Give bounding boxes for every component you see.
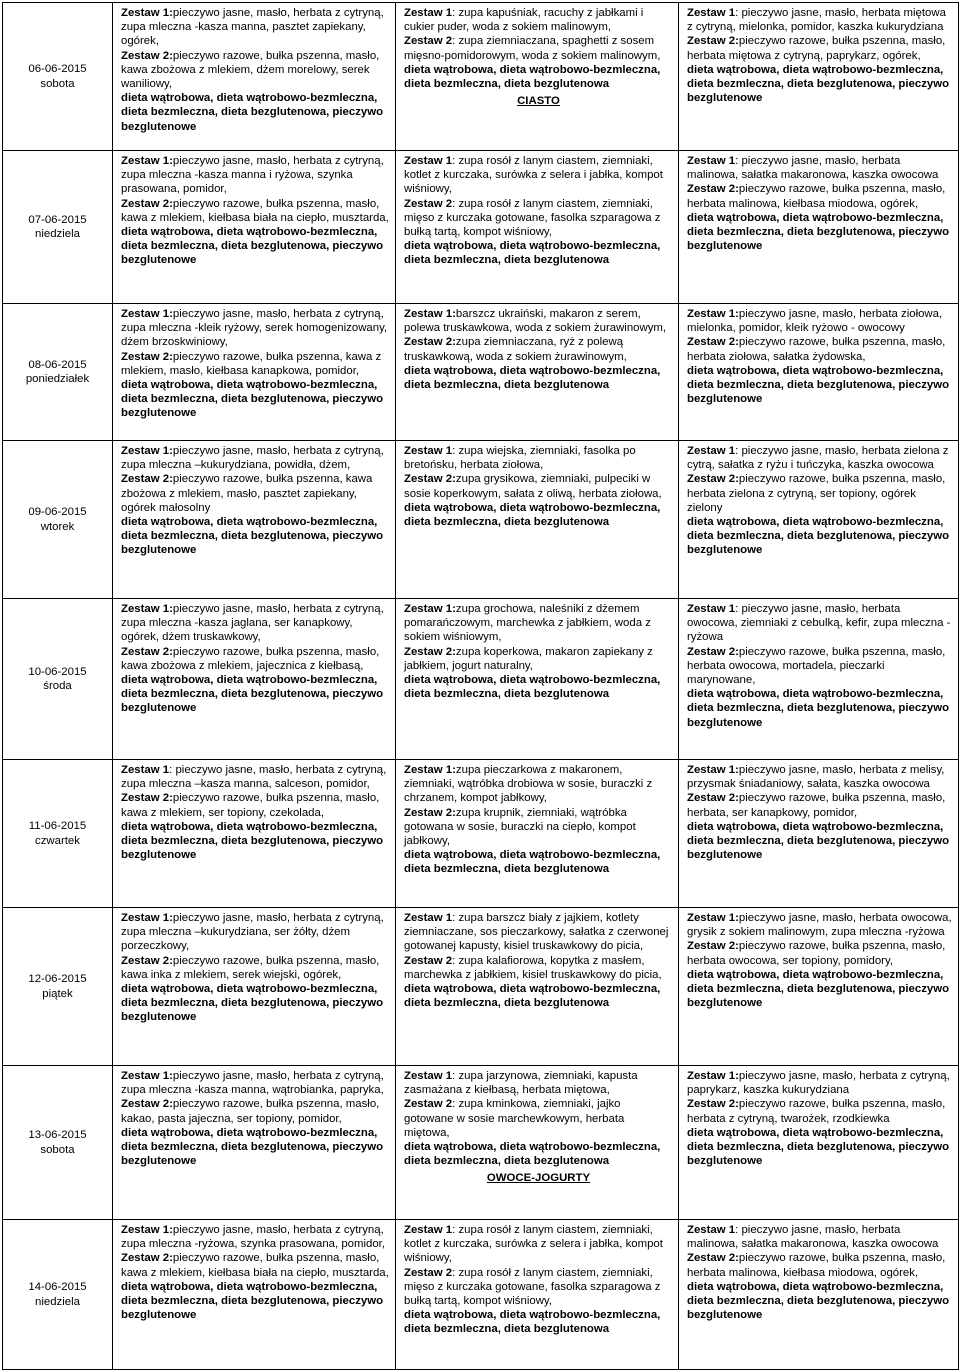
date-text: 08-06-2015 [28,358,87,371]
set2-label: Zestaw 2 [404,197,453,210]
set1-text: pieczywo jasne, masło, herbata z cytryną, zupa mleczna -kasza jaglana, ser kanapkowy, ogórek, dżem truskawkowy, [121,603,384,644]
diet-note: dieta wątrobowa, dieta wątrobowo-bezmleczna, dieta bezmleczna, dieta bezglutenowa, pieczywo bezglutenowe [687,63,950,105]
date-cell [3,760,113,908]
set1-text: : pieczywo jasne, masło, herbata malinowa, sałatka makaronowa, kaszka owocowa [687,155,939,182]
day-row [3,599,959,760]
set2-label: Zestaw 2: [121,1098,173,1111]
set1-label: Zestaw 1: [121,603,173,615]
set2-text: zupa krupnik, ziemniaki, wątróbka gotowana w sosie, buraczki na ciepło, kompot jabłkowy, [404,806,636,848]
set1-text: : zupa wiejska, ziemniaki, fasolka po bretońsku, herbata ziołowa, [404,445,636,472]
set1-text: zupa pieczarkowa z makaronem, ziemniaki, wątróbka drobiowa w sosie, buraczki z chrzanem, kompot jabłkowy, [404,764,653,805]
diet-note: dieta wątrobowa, dieta wątrobowo-bezmleczna, dieta bezmleczna, dieta bezglutenowa, pieczywo bezglutenowe [687,1280,950,1322]
set2-label: Zestaw 2: [404,645,456,658]
set2-label: Zestaw 2: [121,792,173,805]
set2-text: pieczywo razowe, bułka pszenna, kawa z mlekiem, masło, kiełbasa kanapkowa, pomidor, [121,350,382,377]
set2-label: Zestaw 2 [404,35,453,48]
supper-cell [679,1066,959,1220]
set2-text: pieczywo razowe, bułka pszenna, masło, herbata owocowa, ser topiony, pomidory, [687,940,946,967]
breakfast-cell [113,151,396,304]
lunch-cell [396,3,679,151]
diet-note: dieta wątrobowa, dieta wątrobowo-bezmleczna, dieta bezmleczna, dieta bezglutenowa, pieczywo bezglutenowe [121,379,384,420]
set2-text: zupa ziemniaczana, ryż z polewą truskawkową, woda z sokiem żurawinowym, [404,336,627,363]
diet-note: dieta wątrobowa, dieta wątrobowo-bezmleczna, dieta bezmleczna, dieta bezglutenowa, pieczywo bezglutenowe [687,968,950,1010]
set1-text: : pieczywo jasne, masło, herbata owocowa, ziemniaki z cebulką, kefir, zupa mleczna -ryżowa [687,603,951,644]
set2-label: Zestaw 2: [121,1252,173,1265]
set2-label: Zestaw 2: [121,350,173,363]
day-row [3,151,959,304]
date-cell [3,1066,113,1220]
diet-note: dieta wątrobowa, dieta wątrobowo-bezmleczna, dieta bezmleczna, dieta bezglutenowa, pieczywo bezglutenowe [687,211,950,253]
diet-note: dieta wątrobowa, dieta wątrobowo-bezmleczna, dieta bezmleczna, dieta bezglutenowa, pieczywo bezglutenowe [687,516,950,557]
set2-label: Zestaw 2: [121,645,173,658]
set1-label: Zestaw 1 [687,7,736,19]
set1-label: Zestaw 1: [404,308,456,320]
date-cell [3,151,113,304]
diet-note: dieta wątrobowa, dieta wątrobowo-bezmleczna, dieta bezmleczna, dieta bezglutenowa [404,501,661,529]
date-cell [3,1220,113,1370]
set2-label: Zestaw 2: [687,183,739,196]
set1-label: Zestaw 1: [121,155,173,167]
set1-label: Zestaw 1 [404,1224,453,1236]
set1-text: : pieczywo jasne, masło, herbata z cytryną, zupa mleczna –kasza manna, salceson, pomidor, [121,764,387,791]
set2-text: : zupa ziemniaczana, spaghetti z sosem mięsno-pomidorowym, woda z sokiem malinowym, [404,35,661,62]
set2-label: Zestaw 2: [404,336,456,349]
set1-label: Zestaw 1 [687,603,736,615]
set1-text: pieczywo jasne, masło, herbata z cytryną, zupa mleczna -kleik ryżowy, serek homogenizowany, dżem brzoskwiniowy, [121,308,388,349]
set1-text: pieczywo jasne, masło, herbata z cytryną, zupa mleczna -ryżowa, szynka prasowana, pomidor, [121,1224,386,1251]
weekday-text: niedziela [35,1295,80,1308]
diet-note: dieta wątrobowa, dieta wątrobowo-bezmleczna, dieta bezmleczna, dieta bezglutenowa [404,983,661,1010]
set1-label: Zestaw 1: [687,912,739,924]
set2-text: pieczywo razowe, bułka pszenna, masło, herbata owocowa, mortadela, pieczarki marynowane, [687,645,946,687]
lunch-cell [396,151,679,304]
date-text: 07-06-2015 [28,213,87,226]
weekday-text: środa [43,680,72,692]
weekday-text: wtorek [40,520,75,533]
set2-label: Zestaw 2: [687,792,739,805]
set2-text: pieczywo razowe, bułka pszenna, masło, herbata malinowa, kiełbasa miodowa, ogórek, [687,1252,946,1279]
date-text: 10-06-2015 [28,665,87,678]
set1-text: : zupa rosół z lanym ciastem, ziemniaki, kotlet z kurczaka, surówka z selera i jabłka, kompot wiśniowy, [404,1224,663,1265]
supper-cell [679,1220,959,1370]
set2-label: Zestaw 2 [404,1098,453,1111]
set1-text: pieczywo jasne, masło, herbata ziołowa, mielonka, pomidor, kleik ryżowo - owocowy [687,308,943,335]
lunch-cell [396,1066,679,1220]
set2-label: Zestaw 2: [687,645,739,658]
date-cell [3,3,113,151]
set1-label: Zestaw 1: [687,764,739,776]
set2-text: pieczywo razowe, bułka pszenna, masło, herbata zielona z cytryną, ser topiony, ogórek zielony [687,473,946,514]
set1-label: Zestaw 1 [121,764,170,776]
day-row [3,441,959,599]
set2-text: pieczywo razowe, bułka pszenna, masło, herbata ziołowa, sałatka żydowska, [687,336,946,363]
supper-cell [679,304,959,441]
set1-text: : pieczywo jasne, masło, herbata malinowa, sałatka makaronowa, kaszka owocowa [687,1224,939,1251]
set2-text: : zupa kminkowa, ziemniaki, jajko gotowane w sosie marchewkowym, herbata miętowa, [404,1098,625,1139]
diet-note: dieta wątrobowa, dieta wątrobowo-bezmleczna, dieta bezmleczna, dieta bezglutenowa, pieczywo bezglutenowe [687,688,950,729]
set1-text: barszcz ukraiński, makaron z serem, polewa truskawkowa, woda z sokiem żurawinowym, [404,308,667,335]
set1-text: : pieczywo jasne, masło, herbata miętowa z cytryną, mielonka, pomidor, kaszka kukurydziana [687,7,946,34]
set1-text: pieczywo jasne, masło, herbata owocowa, grysik z sokiem malinowym, zupa mleczna -ryżowa [687,912,952,939]
supper-cell [679,760,959,908]
date-cell [3,304,113,441]
set2-text: pieczywo razowe, bułka pszenna, masło, kakao, pasta jajeczna, ser topiony, pomidor, [121,1098,380,1125]
set2-label: Zestaw 2: [404,806,456,819]
set1-label: Zestaw 1 [687,155,736,167]
set1-label: Zestaw 1: [121,912,173,924]
set1-label: Zestaw 1: [687,308,739,320]
breakfast-cell [113,3,396,151]
breakfast-cell [113,1220,396,1370]
set2-text: : zupa kalafiorowa, kopytka z masłem, marchewka z jabłkiem, kisiel truskawkowy do picia, [404,954,662,981]
diet-note: dieta wątrobowa, dieta wątrobowo-bezmleczna, dieta bezmleczna, dieta bezglutenowa, pieczywo bezglutenowe [121,820,384,862]
lunch-cell [396,760,679,908]
set1-text: : pieczywo jasne, masło, herbata zielona z cytrą, sałatka z ryżu i tuńczyka, kaszka owocowa [687,445,949,472]
set2-text: pieczywo razowe, bułka pszenna, masło, herbata, ser kanapkowy, pomidor, [687,792,946,819]
diet-note: dieta wątrobowa, dieta wątrobowo-bezmleczna, dieta bezmleczna, dieta bezglutenowa [404,240,661,267]
weekday-text: sobota [40,1143,75,1156]
set1-text: pieczywo jasne, masło, herbata z cytryną, zupa mleczna -kasza manna, pasztet zapiekany, ogórek, [121,7,384,48]
set2-label: Zestaw 2: [687,473,739,486]
set2-text: pieczywo razowe, bułka pszenna, masło, herbata malinowa, kiełbasa miodowa, ogórek, [687,183,946,210]
breakfast-cell [113,1066,396,1220]
set1-label: Zestaw 1: [121,1070,173,1082]
set2-text: zupa koperkowa, makaron zapiekany z jabłkiem, jogurt naturalny, [404,645,653,672]
date-cell [3,441,113,599]
set2-text: zupa grysikowa, ziemniaki, pulpeciki w sosie koperkowym, sałata z oliwą, herbata ziołowa, [404,473,662,500]
set1-text: pieczywo jasne, masło, herbata z cytryną, zupa mleczna -kasza manna i ryżowa, szynka prasowana, pomidor, [121,155,384,196]
diet-note: dieta wątrobowa, dieta wątrobowo-bezmleczna, dieta bezmleczna, dieta bezglutenowa [404,849,661,876]
set1-label: Zestaw 1 [687,1224,736,1236]
set1-label: Zestaw 1: [687,1070,739,1082]
day-row [3,304,959,441]
set2-label: Zestaw 2: [687,35,739,48]
menu-table-body [3,3,959,1370]
set2-text: pieczywo razowe, bułka pszenna, masło, kawa inka z mlekiem, serek wiejski, ogórek, [121,954,380,981]
date-text: 09-06-2015 [28,506,87,518]
set2-label: Zestaw 2: [404,473,456,486]
set2-label: Zestaw 2: [121,197,173,210]
set1-label: Zestaw 1 [404,445,453,457]
diet-note: dieta wątrobowa, dieta wątrobowo-bezmleczna, dieta bezmleczna, dieta bezglutenowa, pieczywo bezglutenowe [121,516,384,557]
set2-text: pieczywo razowe, bułka pszenna, masło, kawa zbożowa z mlekiem, jajecznica z kiełbasą, [121,645,380,672]
set2-label: Zestaw 2: [687,1252,739,1265]
breakfast-cell [113,441,396,599]
supper-cell [679,441,959,599]
day-row [3,760,959,908]
extra-note: CIASTO [517,95,560,108]
weekday-text: piątek [42,987,73,1000]
set1-label: Zestaw 1 [404,912,453,924]
set1-text: : zupa rosół z lanym ciastem, ziemniaki, kotlet z kurczaka, surówka z selera i jabłka, kompot wiśniowy, [404,155,663,196]
supper-cell [679,151,959,304]
menu-table [2,2,959,1370]
diet-note: dieta wątrobowa, dieta wątrobowo-bezmleczna, dieta bezmleczna, dieta bezglutenowa, pieczywo bezglutenowe [687,1126,950,1168]
weekday-text: czwartek [35,834,80,847]
set1-text: pieczywo jasne, masło, herbata z cytryną, zupa mleczna –kukurydziana, powidła, dżem, [121,445,384,472]
lunch-cell [396,599,679,760]
set2-label: Zestaw 2: [687,940,739,953]
set2-text: : zupa rosół z lanym ciastem, ziemniaki, mięso z kurczaka gotowane, fasolka szparagowa z bułką tartą, kompot wiśniowy, [404,197,661,239]
diet-note: dieta wątrobowa, dieta wątrobowo-bezmleczna, dieta bezmleczna, dieta bezglutenowa [404,63,661,91]
set1-label: Zestaw 1 [404,155,453,167]
set1-label: Zestaw 1 [404,1070,453,1082]
diet-note: dieta wątrobowa, dieta wątrobowo-bezmleczna, dieta bezmleczna, dieta bezglutenowa, pieczywo bezglutenowe [687,364,950,406]
set2-label: Zestaw 2: [121,473,173,486]
lunch-cell [396,1220,679,1370]
set2-text: pieczywo razowe, bułka pszenna, masło, kawa z mlekiem, kiełbasa biała na ciepło, musztarda, [121,197,389,224]
breakfast-cell [113,599,396,760]
date-cell [3,908,113,1066]
set2-label: Zestaw 2: [687,1098,739,1111]
set2-text: pieczywo razowe, bułka pszenna, masło, kawa zbożowa z mlekiem, dżem morelowy, serek waniliowy, [121,49,380,91]
diet-note: dieta wątrobowa, dieta wątrobowo-bezmleczna, dieta bezmleczna, dieta bezglutenowa, pieczywo bezglutenowe [121,226,384,267]
diet-note: dieta wątrobowa, dieta wątrobowo-bezmleczna, dieta bezmleczna, dieta bezglutenowa, pieczywo bezglutenowe [121,983,384,1024]
set1-text: : zupa jarzynowa, ziemniaki, kapusta zasmażana z kiełbasą, herbata miętowa, [404,1070,638,1097]
lunch-cell [396,441,679,599]
set1-label: Zestaw 1: [404,764,456,776]
diet-note: dieta wątrobowa, dieta wątrobowo-bezmleczna, dieta bezmleczna, dieta bezglutenowa [404,1309,661,1336]
day-row [3,1066,959,1220]
set2-label: Zestaw 2 [404,1266,453,1279]
set2-label: Zestaw 2 [404,954,453,967]
day-row [3,1220,959,1370]
set1-label: Zestaw 1: [121,7,173,19]
day-row [3,3,959,151]
set1-label: Zestaw 1: [121,1224,173,1236]
lunch-cell [396,908,679,1066]
day-row [3,908,959,1066]
set1-text: : zupa kapuśniak, racuchy z jabłkami i cukier puder, woda z sokiem malinowym, [404,7,644,34]
lunch-cell [396,304,679,441]
supper-cell [679,3,959,151]
set1-text: zupa grochowa, naleśniki z dżemem pomarańczowym, marchewka z jabłkiem, woda z sokiem wiśniowym, [404,603,651,644]
diet-note: dieta wątrobowa, dieta wątrobowo-bezmleczna, dieta bezmleczna, dieta bezglutenowa, pieczywo bezglutenowe [121,1280,384,1322]
set1-text: pieczywo jasne, masło, herbata z cytryną, paprykarz, kaszka kukurydziana [687,1070,950,1097]
diet-note: dieta wątrobowa, dieta wątrobowo-bezmleczna, dieta bezmleczna, dieta bezglutenowa [404,364,661,392]
set1-label: Zestaw 1: [404,603,456,615]
set2-text: pieczywo razowe, bułka pszenna, masło, kawa z mlekiem, kiełbasa biała na ciepło, musztarda, [121,1252,389,1279]
set2-text: pieczywo razowe, bułka pszenna, masło, herbata z cytryną, twarożek, rzodkiewka [687,1098,946,1125]
extra-note: OWOCE-JOGURTY [486,1172,591,1185]
set1-label: Zestaw 1 [687,445,736,457]
set2-label: Zestaw 2: [121,954,173,967]
set2-text: pieczywo razowe, bułka pszenna, masło, herbata miętowa z cytryną, paprykarz, ogórek, [687,35,946,62]
date-text: 13-06-2015 [28,1129,87,1141]
set2-label: Zestaw 2: [687,336,739,349]
diet-note: dieta wątrobowa, dieta wątrobowo-bezmleczna, dieta bezmleczna, dieta bezglutenowa [404,674,661,701]
set1-text: pieczywo jasne, masło, herbata z melisy, przysmak śniadaniowy, sałata, kaszka owocowa [687,764,945,791]
breakfast-cell [113,760,396,908]
breakfast-cell [113,304,396,441]
supper-cell [679,599,959,760]
diet-note: dieta wątrobowa, dieta wątrobowo-bezmleczna, dieta bezmleczna, dieta bezglutenowa [404,1141,661,1168]
set1-text: pieczywo jasne, masło, herbata z cytryną, zupa mleczna -kasza manna, wątrobianka, papryka, [121,1070,384,1097]
date-text: 06-06-2015 [28,63,87,75]
diet-note: dieta wątrobowa, dieta wątrobowo-bezmleczna, dieta bezmleczna, dieta bezglutenowa, pieczywo bezglutenowe [121,1126,384,1168]
set1-label: Zestaw 1 [404,7,453,19]
date-text: 12-06-2015 [28,973,87,985]
set1-label: Zestaw 1: [121,445,173,457]
date-text: 11-06-2015 [28,820,87,832]
set2-label: Zestaw 2: [121,49,173,62]
set1-label: Zestaw 1: [121,308,173,320]
set2-text: : zupa rosół z lanym ciastem, ziemniaki, mięso z kurczaka gotowane, fasolka szparagowa z bułką tartą, kompot wiśniowy, [404,1266,661,1308]
set1-text: : zupa barszcz biały z jajkiem, kotlety ziemniaczane, sos pieczarkowy, sałatka z czerwonej gotowanej kapusty, kisiel truskawkowy do picia, [404,912,669,953]
diet-note: dieta wątrobowa, dieta wątrobowo-bezmleczna, dieta bezmleczna, dieta bezglutenowa, pieczywo bezglutenowe [121,674,384,715]
date-cell [3,599,113,760]
breakfast-cell [113,908,396,1066]
set2-text: pieczywo razowe, bułka pszenna, masło, kawa z mlekiem, ser topiony, czekolada, [121,792,380,819]
diet-note: dieta wątrobowa, dieta wątrobowo-bezmleczna, dieta bezmleczna, dieta bezglutenowa, pieczywo bezglutenowe [121,92,384,133]
set1-text: pieczywo jasne, masło, herbata z cytryną, zupa mleczna –kukurydziana, ser żółty, dżem porzeczkowy, [121,912,384,953]
weekday-text: poniedziałek [25,373,90,385]
date-text: 14-06-2015 [28,1281,87,1293]
weekday-text: niedziela [35,228,80,240]
diet-note: dieta wątrobowa, dieta wątrobowo-bezmleczna, dieta bezmleczna, dieta bezglutenowa, pieczywo bezglutenowe [687,820,950,862]
weekday-text: sobota [40,77,75,90]
set2-text: pieczywo razowe, bułka pszenna, kawa zbożowa z mlekiem, masło, pasztet zapiekany, ogórek małosolny [121,473,373,514]
supper-cell [679,908,959,1066]
